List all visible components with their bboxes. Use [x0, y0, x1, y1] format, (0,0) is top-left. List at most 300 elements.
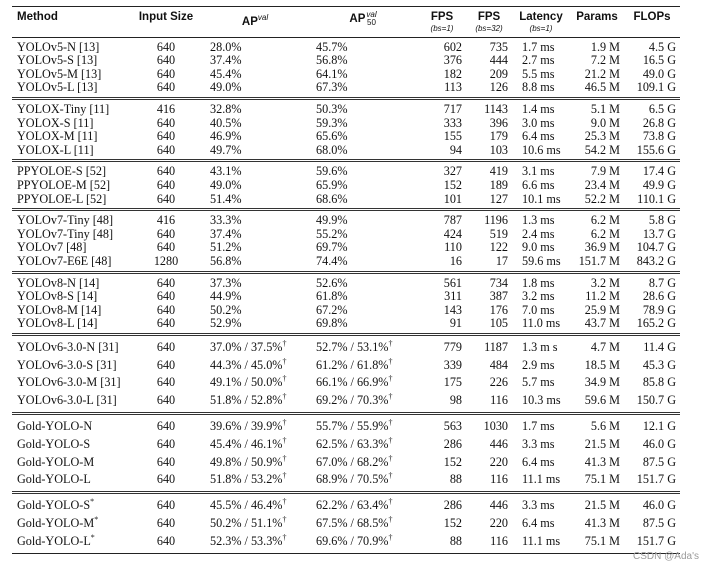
- cell-fps-bs32: 116: [466, 533, 512, 553]
- cell-ap50-val: 56.8%: [316, 53, 348, 68]
- table-row: [12, 68, 680, 82]
- cell-flops: 46.0 G: [642, 498, 676, 513]
- cell-flops: 26.8 G: [642, 115, 676, 130]
- cell-flops: 49.9 G: [642, 177, 676, 192]
- cell-latency: 10.6 ms: [522, 142, 561, 157]
- cell-flops: 104.7 G: [636, 240, 676, 255]
- cell-ap50-val: 65.9%: [316, 177, 348, 192]
- header-ap50-val: AP val 50: [308, 7, 418, 38]
- cell-params: 21.2 M: [584, 66, 620, 81]
- cell-flops: 49.0 G: [642, 66, 676, 81]
- cell-method: YOLOv7-E6E [48]: [17, 253, 112, 268]
- cell-ap50-val: 50.3%: [316, 101, 348, 116]
- cell-input-size: 640: [156, 339, 176, 354]
- cell-fps-bs32: 189: [489, 177, 508, 192]
- cell-ap-val: 49.1% / 50.0%†: [210, 374, 287, 390]
- cell-fps-bs1: 98: [449, 393, 462, 408]
- cell-method: YOLOv6-3.0-L [31]: [17, 393, 117, 408]
- cell-latency: 3.1 ms: [522, 164, 555, 179]
- cell-input-size: 640: [156, 436, 176, 451]
- cell-fps-bs32: 735: [489, 39, 508, 54]
- table-row: [12, 144, 680, 161]
- cell-params: 1.9 M: [590, 39, 620, 54]
- cell-fps-bs32: 1030: [483, 419, 508, 434]
- dagger-mark: †: [388, 338, 393, 348]
- cell-fps-bs32: 209: [489, 66, 508, 81]
- star-mark: *: [90, 532, 95, 542]
- cell-method: YOLOv5-N [13]: [17, 39, 100, 54]
- cell-ap50-val: 61.2% / 61.8%†: [316, 356, 393, 372]
- cell-params: 3.2 M: [590, 275, 620, 290]
- cell-latency: 9.0 ms: [522, 240, 555, 255]
- header-flops: FLOPs: [624, 7, 680, 38]
- cell-input-size: 416: [156, 213, 176, 228]
- table-row: [12, 130, 680, 144]
- cell-method: YOLOX-Tiny [11]: [17, 101, 110, 116]
- cell-flops: 165.2 G: [636, 316, 676, 331]
- cell-method: Gold-YOLO-N: [17, 419, 93, 434]
- cell-ap-val: 37.3%: [210, 275, 242, 290]
- cell-fps-bs32: 179: [489, 129, 508, 144]
- cell-input-size: 640: [156, 419, 176, 434]
- cell-method: Gold-YOLO-S: [17, 436, 91, 451]
- cell-params: 5.6 M: [590, 419, 620, 434]
- cell-input-size: 640: [130, 533, 202, 553]
- dagger-mark: †: [388, 532, 393, 542]
- cell-params: 43.7 M: [584, 316, 620, 331]
- cell-params: 151.7 M: [578, 253, 620, 268]
- table-group: [12, 161, 680, 210]
- cell-ap50-val: 68.9% / 70.5%†: [316, 471, 393, 487]
- cell-input-size: 640: [156, 498, 176, 513]
- cell-ap-val: 44.3% / 45.0%†: [210, 356, 287, 372]
- cell-input-size: 1280: [153, 253, 179, 268]
- cell-flops: 46.0 G: [642, 436, 676, 451]
- table-group: [12, 272, 680, 334]
- cell-latency: 11.1 ms: [522, 472, 561, 487]
- header-ap-val: $AP^{val}$: [202, 7, 308, 38]
- cell-fps-bs32: 220: [489, 454, 508, 469]
- cell-params: 75.1 M: [584, 472, 620, 487]
- cell-fps-bs1: 333: [443, 115, 462, 130]
- cell-fps-bs1: 88: [418, 533, 466, 553]
- cell-fps-bs1: 113: [444, 80, 462, 95]
- cell-ap-val: 56.8%: [210, 253, 242, 268]
- cell-method: YOLOv8-S [14]: [17, 289, 98, 304]
- cell-ap-val: 39.6% / 39.9%†: [210, 418, 287, 434]
- cell-fps-bs32: 116: [490, 472, 508, 487]
- cell-params: 7.9 M: [590, 164, 620, 179]
- cell-latency: 8.8 ms: [522, 80, 555, 95]
- cell-ap-val: 43.1%: [210, 164, 242, 179]
- cell-latency: 3.3 ms: [522, 498, 555, 513]
- dagger-mark: †: [388, 453, 393, 463]
- cell-fps-bs1: 101: [443, 191, 462, 206]
- cell-method: Gold-YOLO-L: [17, 472, 91, 487]
- cell-flops: 73.8 G: [642, 129, 676, 144]
- table-row: [12, 37, 680, 54]
- table-row: [12, 241, 680, 255]
- table-row: [12, 193, 680, 210]
- cell-fps-bs1: 286: [443, 436, 462, 451]
- cell-flops: 843.2 G: [636, 253, 676, 268]
- cell-fps-bs32: 396: [489, 115, 508, 130]
- header-latency: Latency (bs=1): [512, 7, 570, 38]
- cell-ap50-val: 65.6%: [316, 129, 348, 144]
- cell-flops: 8.7 G: [648, 275, 676, 290]
- cell-ap-val: 45.4%: [210, 66, 242, 81]
- cell-fps-bs1: 110: [444, 240, 462, 255]
- cell-input-size: 640: [156, 357, 176, 372]
- cell-params: 46.5 M: [584, 80, 620, 95]
- cell-ap50-val: 59.3%: [316, 115, 348, 130]
- cell-method: YOLOv6-3.0-S [31]: [17, 357, 117, 372]
- header-fps-bs32: FPS (bs=32): [466, 7, 512, 38]
- cell-input-size: 640: [156, 66, 176, 81]
- cell-params: 36.9 M: [584, 240, 620, 255]
- cell-params: 9.0 M: [590, 115, 620, 130]
- cell-method: YOLOv8-L [14]: [17, 316, 98, 331]
- cell-input-size: 640: [156, 302, 176, 317]
- cell-input-size: 640: [156, 39, 176, 54]
- cell-flops: 151.7 G: [636, 472, 676, 487]
- table-row: [12, 334, 680, 356]
- cell-input-size: 640: [156, 164, 176, 179]
- cell-flops: 28.6 G: [642, 289, 676, 304]
- cell-input-size: 640: [156, 289, 176, 304]
- cell-flops: 87.5 G: [642, 454, 676, 469]
- cell-params: 54.2 M: [584, 142, 620, 157]
- cell-fps-bs32: 446: [489, 498, 508, 513]
- cell-method: YOLOv5-L [13]: [17, 80, 98, 95]
- cell-ap50-val: 69.2% / 70.3%†: [316, 392, 393, 408]
- table-group: [12, 210, 680, 272]
- cell-latency: 10.3 ms: [522, 393, 561, 408]
- cell-fps-bs1: 339: [443, 357, 462, 372]
- cell-input-size: 640: [156, 129, 176, 144]
- cell-method: YOLOv6-3.0-N [31]: [17, 339, 119, 354]
- table-row: [12, 98, 680, 116]
- cell-fps-bs1: 91: [449, 316, 462, 331]
- cell-input-size: 640: [156, 375, 176, 390]
- cell-fps-bs1: 175: [443, 375, 462, 390]
- cell-method: YOLOX-M [11]: [17, 129, 98, 144]
- cell-ap-val: 37.4%: [210, 53, 242, 68]
- cell-method: Gold-YOLO-L*: [12, 533, 130, 553]
- cell-ap50-val: 61.8%: [316, 289, 348, 304]
- table-row: [12, 304, 680, 318]
- header-fps-bs1: FPS (bs=1): [418, 7, 466, 38]
- cell-flops: 16.5 G: [642, 53, 676, 68]
- cell-fps-bs1: 376: [443, 53, 462, 68]
- cell-method: YOLOv7 [48]: [17, 240, 87, 255]
- cell-ap50-val: 68.6%: [316, 191, 348, 206]
- cell-input-size: 640: [156, 516, 176, 531]
- cell-input-size: 640: [156, 177, 176, 192]
- dagger-mark: †: [282, 338, 287, 348]
- cell-method: Gold-YOLO-M: [17, 454, 95, 469]
- table-row: [12, 81, 680, 98]
- cell-flops: 85.8 G: [642, 375, 676, 390]
- cell-ap-val: 32.8%: [210, 101, 242, 116]
- cell-fps-bs1: 779: [443, 339, 462, 354]
- cell-input-size: 640: [156, 226, 176, 241]
- cell-method: PPYOLOE-L [52]: [17, 191, 107, 206]
- dagger-mark: †: [388, 392, 393, 402]
- header-params: Params: [570, 7, 624, 38]
- cell-params: 52.2 M: [584, 191, 620, 206]
- cell-ap50-val: 55.7% / 55.9%†: [316, 418, 393, 434]
- cell-method: YOLOv5-S [13]: [17, 53, 98, 68]
- comparison-table: [12, 6, 680, 554]
- cell-input-size: 640: [156, 472, 176, 487]
- cell-ap-val: 45.4% / 46.1%†: [210, 435, 287, 451]
- cell-fps-bs1: 155: [443, 129, 462, 144]
- cell-fps-bs1: 182: [443, 66, 462, 81]
- header-method: Method: [12, 7, 130, 38]
- dagger-mark: †: [388, 435, 393, 445]
- cell-flops: 150.7 G: [636, 393, 676, 408]
- cell-flops: 110.1 G: [637, 191, 676, 206]
- cell-ap-val: 51.4%: [210, 191, 242, 206]
- cell-input-size: 640: [156, 53, 176, 68]
- cell-method: Gold-YOLO-S*: [17, 497, 95, 513]
- cell-fps-bs1: 311: [444, 289, 462, 304]
- cell-ap50-val: 67.2%: [316, 302, 348, 317]
- table-row: [12, 117, 680, 131]
- cell-input-size: 640: [156, 316, 176, 331]
- cell-ap50-val: 74.4%: [316, 253, 348, 268]
- cell-params: 59.6 M: [584, 393, 620, 408]
- cell-ap50-val: 64.1%: [316, 66, 348, 81]
- cell-fps-bs1: 424: [443, 226, 462, 241]
- cell-ap50-val: 62.2% / 63.4%†: [316, 497, 393, 513]
- cell-flops: 109.1 G: [636, 80, 676, 95]
- cell-ap50-val: 66.1% / 66.9%†: [316, 374, 393, 390]
- cell-method: YOLOX-S [11]: [17, 115, 94, 130]
- cell-params: 41.3 M: [584, 516, 620, 531]
- cell-flops: 151.7 G: [624, 533, 680, 553]
- cell-ap-val: 51.8% / 53.2%†: [210, 471, 287, 487]
- cell-params: 25.3 M: [584, 129, 620, 144]
- cell-ap-val: 52.9%: [210, 316, 242, 331]
- header-input-size: Input Size: [130, 7, 202, 38]
- dagger-mark: †: [282, 453, 287, 463]
- cell-fps-bs1: 561: [443, 275, 462, 290]
- cell-ap-val: 49.8% / 50.9%†: [210, 453, 287, 469]
- dagger-mark: †: [282, 418, 287, 427]
- table-row: [12, 471, 680, 492]
- dagger-mark: †: [388, 356, 393, 366]
- dagger-mark: †: [282, 497, 287, 507]
- cell-flops: 87.5 G: [642, 516, 676, 531]
- cell-flops: 45.3 G: [642, 357, 676, 372]
- cell-ap50-val: 67.0% / 68.2%†: [316, 453, 393, 469]
- cell-latency: 3.2 ms: [522, 289, 555, 304]
- cell-fps-bs32: 226: [489, 375, 508, 390]
- cell-flops: 13.7 G: [642, 226, 676, 241]
- cell-ap-val: 49.0%: [210, 80, 242, 95]
- cell-fps-bs1: 563: [443, 419, 462, 434]
- table-row: [12, 533, 680, 553]
- cell-fps-bs1: 286: [443, 498, 462, 513]
- cell-latency: 6.4 ms: [522, 129, 555, 144]
- cell-method: YOLOv7-Tiny [48]: [17, 213, 114, 228]
- table-group: [12, 493, 680, 553]
- table-row: [12, 392, 680, 413]
- cell-flops: 155.6 G: [636, 142, 676, 157]
- table-group: [12, 98, 680, 160]
- cell-flops: 78.9 G: [642, 302, 676, 317]
- cell-ap-val: 50.2% / 51.1%†: [210, 514, 287, 531]
- cell-latency: 2.4 ms: [522, 226, 555, 241]
- cell-params: 21.5 M: [584, 498, 620, 513]
- cell-params: 75.1 M: [570, 533, 624, 553]
- cell-ap50-val: 69.6% / 70.9%†: [308, 533, 418, 553]
- cell-ap-val: 37.0% / 37.5%†: [210, 338, 287, 354]
- cell-fps-bs32: 176: [489, 302, 508, 317]
- cell-latency: 5.7 ms: [522, 375, 555, 390]
- cell-ap-val: 28.0%: [210, 39, 242, 54]
- table-row: [12, 228, 680, 242]
- star-mark: *: [90, 497, 95, 507]
- cell-input-size: 640: [156, 240, 176, 255]
- cell-latency: 11.0 ms: [522, 316, 561, 331]
- table-row: [12, 255, 680, 272]
- table-row: [12, 374, 680, 392]
- table-row: [12, 210, 680, 228]
- cell-flops: 6.5 G: [648, 101, 676, 116]
- cell-input-size: 640: [156, 191, 176, 206]
- cell-fps-bs1: 327: [443, 164, 462, 179]
- cell-params: 18.5 M: [584, 357, 620, 372]
- cell-latency: 1.8 ms: [522, 275, 555, 290]
- cell-fps-bs32: 116: [490, 393, 508, 408]
- cell-ap50-val: 52.6%: [316, 275, 348, 290]
- star-mark: *: [94, 514, 99, 524]
- cell-fps-bs1: 88: [449, 472, 462, 487]
- cell-latency: 1.3 ms: [522, 213, 555, 228]
- cell-fps-bs32: 1187: [484, 339, 508, 354]
- cell-ap-val: 50.2%: [210, 302, 242, 317]
- table-group: [12, 37, 680, 98]
- table-group: [12, 414, 680, 493]
- cell-ap50-val: 62.5% / 63.3%†: [316, 435, 393, 451]
- cell-ap-val: 37.4%: [210, 226, 242, 241]
- cell-latency: 6.4 ms: [522, 454, 555, 469]
- dagger-mark: †: [282, 435, 287, 445]
- cell-fps-bs32: 734: [489, 275, 508, 290]
- cell-input-size: 640: [156, 142, 176, 157]
- table-row: [12, 317, 680, 334]
- cell-fps-bs32: 519: [489, 226, 508, 241]
- cell-params: 11.2 M: [585, 289, 620, 304]
- cell-fps-bs32: 105: [489, 316, 508, 331]
- cell-params: 7.2 M: [590, 53, 620, 68]
- cell-ap50-val: 69.7%: [316, 240, 348, 255]
- cell-flops: 4.5 G: [648, 39, 676, 54]
- cell-fps-bs1: 152: [443, 516, 462, 531]
- table-row: [12, 179, 680, 193]
- cell-latency: 2.7 ms: [522, 53, 555, 68]
- cell-params: 41.3 M: [584, 454, 620, 469]
- cell-latency: 2.9 ms: [522, 357, 555, 372]
- cell-method: YOLOv7-Tiny [48]: [17, 226, 114, 241]
- cell-input-size: 640: [156, 115, 176, 130]
- cell-fps-bs32: 122: [489, 240, 508, 255]
- cell-flops: 5.8 G: [648, 213, 676, 228]
- cell-method: YOLOv8-M [14]: [17, 302, 102, 317]
- dagger-mark: †: [282, 392, 287, 402]
- dagger-mark: †: [388, 514, 393, 524]
- cell-fps-bs32: 1196: [484, 213, 508, 228]
- cell-latency: 3.3 ms: [522, 436, 555, 451]
- dagger-mark: †: [282, 356, 287, 366]
- cell-fps-bs32: 419: [489, 164, 508, 179]
- cell-method: YOLOv5-M [13]: [17, 66, 102, 81]
- cell-ap50-val: 68.0%: [316, 142, 348, 157]
- cell-ap50-val: 52.7% / 53.1%†: [316, 338, 393, 354]
- cell-fps-bs32: 484: [489, 357, 508, 372]
- cell-ap-val: 33.3%: [210, 213, 242, 228]
- cell-ap-val: 49.7%: [210, 142, 242, 157]
- cell-latency: 3.0 ms: [522, 115, 555, 130]
- cell-flops: 11.4 G: [643, 339, 676, 354]
- cell-params: 4.7 M: [590, 339, 620, 354]
- cell-ap-val: 44.9%: [210, 289, 242, 304]
- cell-ap50-val: 69.8%: [316, 316, 348, 331]
- dagger-mark: †: [388, 497, 393, 507]
- cell-method: YOLOv8-N [14]: [17, 275, 100, 290]
- dagger-mark: †: [282, 374, 287, 384]
- cell-fps-bs1: 16: [449, 253, 462, 268]
- cell-fps-bs32: 446: [489, 436, 508, 451]
- dagger-mark: †: [388, 418, 393, 427]
- cell-ap50-val: 67.5% / 68.5%†: [316, 514, 393, 531]
- dagger-mark: †: [282, 532, 287, 542]
- cell-params: 34.9 M: [584, 375, 620, 390]
- dagger-mark: †: [388, 471, 393, 481]
- cell-method: PPYOLOE-M [52]: [17, 177, 111, 192]
- cell-fps-bs1: 152: [443, 177, 462, 192]
- cell-latency: 6.4 ms: [522, 516, 555, 531]
- cell-latency: 6.6 ms: [522, 177, 555, 192]
- table-row: [12, 436, 680, 454]
- cell-latency: 11.1 ms: [512, 533, 570, 553]
- cell-fps-bs1: 152: [443, 454, 462, 469]
- table-row: [12, 161, 680, 179]
- cell-ap-val: 52.3% / 53.3%†: [202, 533, 308, 553]
- cell-ap-val: 49.0%: [210, 177, 242, 192]
- cell-fps-bs1: 717: [443, 101, 462, 116]
- cell-params: 5.1 M: [590, 101, 620, 116]
- cell-latency: 5.5 ms: [522, 66, 555, 81]
- table-group: [12, 334, 680, 413]
- cell-fps-bs32: 103: [489, 142, 508, 157]
- table-row: [12, 515, 680, 533]
- cell-input-size: 640: [156, 393, 176, 408]
- cell-method: YOLOX-L [11]: [17, 142, 94, 157]
- dagger-mark: †: [388, 374, 393, 384]
- header-row: [12, 7, 680, 38]
- dagger-mark: †: [282, 514, 287, 524]
- cell-fps-bs32: 387: [489, 289, 508, 304]
- cell-ap-val: 45.5% / 46.4%†: [210, 497, 287, 513]
- cell-params: 23.4 M: [584, 177, 620, 192]
- cell-input-size: 640: [156, 454, 176, 469]
- cell-ap50-val: 49.9%: [316, 213, 348, 228]
- table-row: [12, 414, 680, 436]
